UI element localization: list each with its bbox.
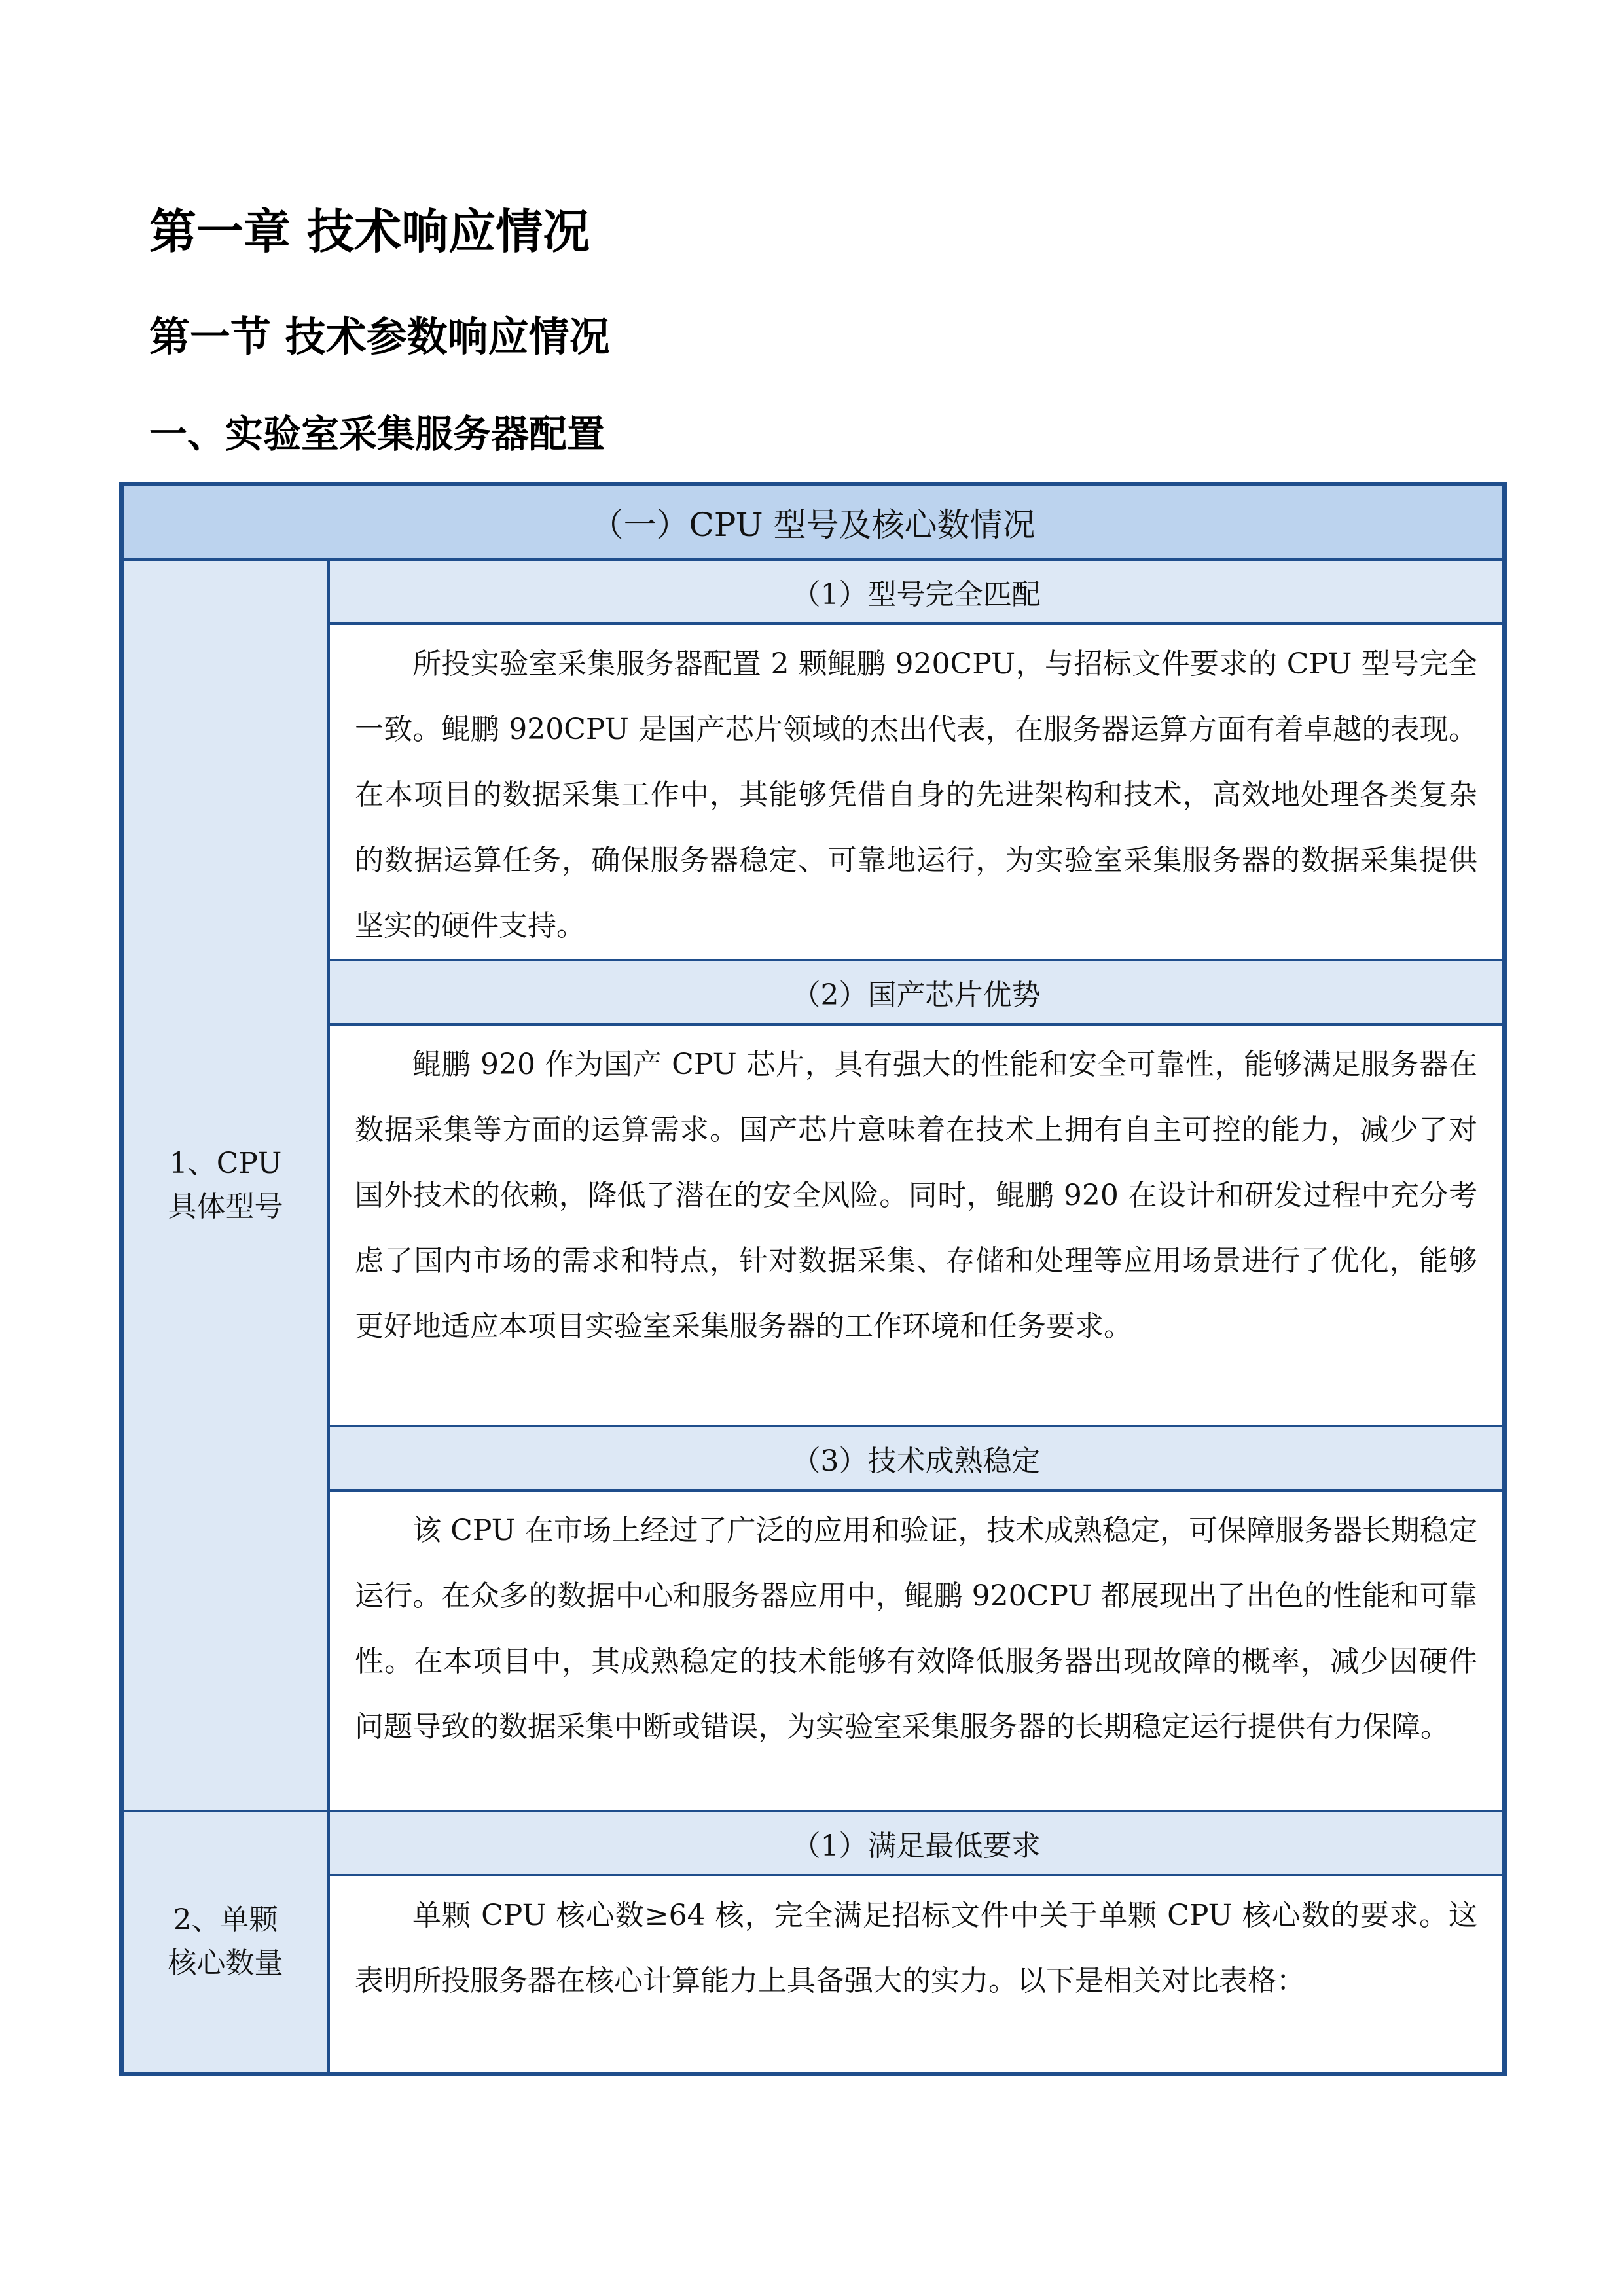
row-label-core-count: [124, 1812, 330, 2072]
row-label-cpu-model: [124, 561, 330, 1812]
body-mature-tech: 该 CPU 在市场上经过了广泛的应用和验证，技术成熟稳定，可保障服务器长期稳定运行。在众多的数据中心和服务器应用中，鲲鹏 920CPU 都展现出了出色的性能和可靠性。在本项目中，其成熟稳定的技术能够有效降低服务器出现故障的概率，减少因硬件问题导致的数据采集中断或错误，为实验室采集服务器的长期稳定运行提供有力保障。: [330, 1492, 1502, 1812]
row-label-cpu-model-text: 1、CPU 具体型号: [168, 1147, 283, 1223]
subheading-model-match: （1）型号完全匹配: [330, 561, 1502, 625]
table-caption: （一）CPU 型号及核心数情况: [124, 486, 1502, 561]
body-domestic-chip: 鲲鹏 920 作为国产 CPU 芯片，具有强大的性能和安全可靠性，能够满足服务器在数据采集等方面的运算需求。国产芯片意味着在技术上拥有自主可控的能力，减少了对国外技术的依赖，降低了潜在的安全风险。同时，鲲鹏 920 在设计和研发过程中充分考虑了国内市场的需求和特点，针对数据采集、存储和处理等应用场景进行了优化，能够更好地适应本项目实验室采集服务器的工作环境和任务要求。: [330, 1026, 1502, 1427]
subheading-mature-tech: （3）技术成熟稳定: [330, 1427, 1502, 1492]
cpu-info-table: [119, 482, 1507, 2076]
section-title: 第一节 技术参数响应情况: [149, 313, 610, 361]
chapter-title: 第一章 技术响应情况: [149, 204, 590, 259]
subheading-domestic-chip: （2）国产芯片优势: [330, 961, 1502, 1026]
subsection-title: 一、实验室采集服务器配置: [149, 412, 605, 456]
subheading-min-requirement: （1）满足最低要求: [330, 1812, 1502, 1876]
body-model-match: 所投实验室采集服务器配置 2 颗鲲鹏 920CPU，与招标文件要求的 CPU 型号完全一致。鲲鹏 920CPU 是国产芯片领域的杰出代表，在服务器运算方面有着卓越的表现。在本项目的数据采集工作中，其能够凭借自身的先进架构和技术，高效地处理各类复杂的数据运算任务，确保服务器稳定、可靠地运行，为实验室采集服务器的数据采集提供坚实的硬件支持。: [330, 625, 1502, 961]
row-label-core-count-text: 2、单颗核心数量: [168, 1903, 283, 1980]
body-min-requirement: 单颗 CPU 核心数≥64 核，完全满足招标文件中关于单颗 CPU 核心数的要求。这表明所投服务器在核心计算能力上具备强大的实力。以下是相关对比表格：: [355, 1899, 1477, 1998]
